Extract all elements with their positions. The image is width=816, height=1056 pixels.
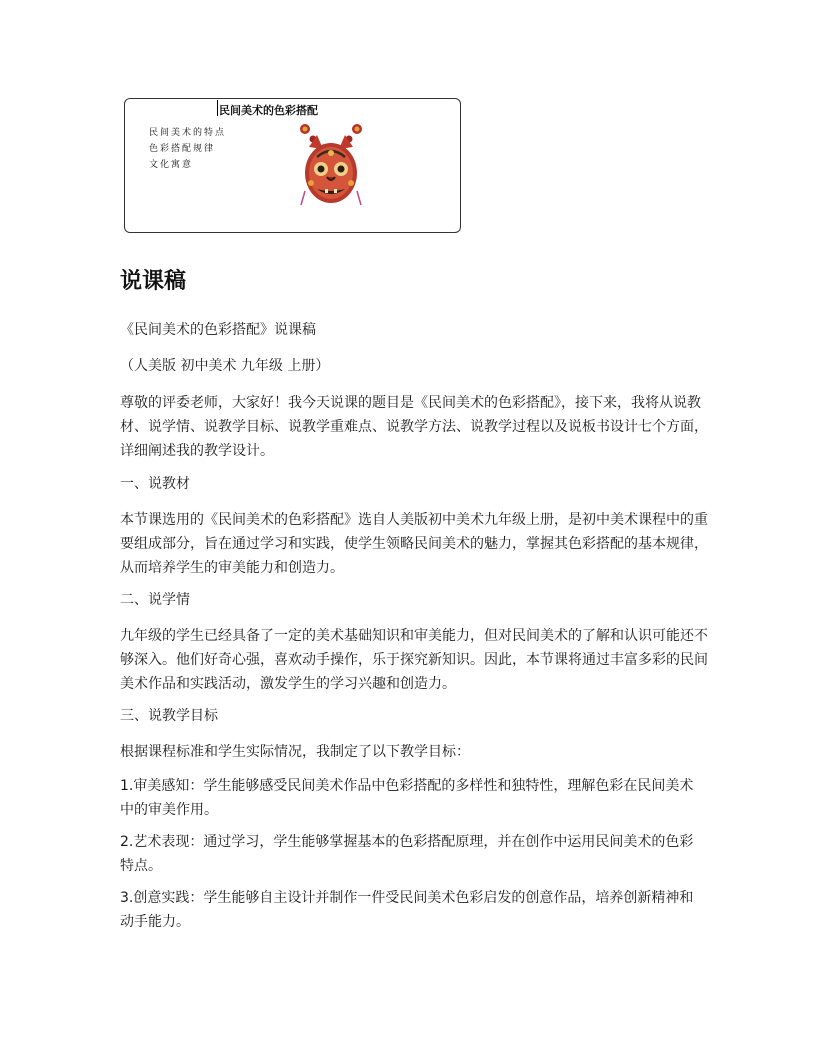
slide-item-1: 民间美术的特点 xyxy=(149,128,227,138)
objectives-intro: 根据课程标准和学生实际情况，我制定了以下教学目标： xyxy=(120,744,470,760)
folk-mask-image xyxy=(295,121,367,207)
textbook-paragraph: 本节课选用的《民间美术的色彩搭配》选自人美版初中美术九年级上册，是初中美术课程中的重要组成部分，旨在通过学习和实践，使学生领略民间美术的魅力，掌握其色彩搭配的基本规律，从而培养学生的审美能力和创造力。 xyxy=(120,512,708,576)
students-paragraph: 九年级的学生已经具备了一定的美术基础知识和审美能力，但对民间美术的了解和认识可能还不够深入。他们好奇心强，喜欢动手操作，乐于探究新知识。因此，本节课将通过丰富多彩的民间美术作品和实践活动，激发学生的学习兴趣和创造力。 xyxy=(120,628,708,692)
slide-title: 民间美术的色彩搭配 xyxy=(219,104,318,117)
document-title-line: 《民间美术的色彩搭配》说课稿 xyxy=(120,322,316,338)
text-cursor xyxy=(217,100,218,116)
section-heading-students: 二、说学情 xyxy=(120,592,190,608)
objective-item-2: 2.艺术表现：通过学习，学生能够掌握基本的色彩搭配原理，并在创作中运用民间美术的色彩特点。 xyxy=(120,834,694,874)
slide-item-2: 色彩搭配规律 xyxy=(149,144,216,154)
objective-item-3: 3.创意实践：学生能够自主设计并制作一件受民间美术色彩启发的创意作品，培养创新精神和动手能力。 xyxy=(120,890,694,930)
slide-bullet-list xyxy=(149,125,226,173)
section-heading-textbook: 一、说教材 xyxy=(120,476,190,492)
intro-paragraph: 尊敬的评委老师，大家好！我今天说课的题目是《民间美术的色彩搭配》，接下来，我将从说教材、说学情、说教学目标、说教学重难点、说教学方法、说教学过程以及说板书设计七个方面，详细阐述我的教学设计。 xyxy=(120,395,708,459)
edition-line: （人美版 初中美术 九年级 上册） xyxy=(120,358,330,374)
slide-item-3: 文化寓意 xyxy=(149,160,194,170)
objective-item-1: 1.审美感知：学生能够感受民间美术作品中色彩搭配的多样性和独特性，理解色彩在民间美术中的审美作用。 xyxy=(120,778,694,818)
slide-thumbnail xyxy=(124,98,461,233)
section-heading-objectives: 三、说教学目标 xyxy=(120,708,218,724)
page-title: 说课稿 xyxy=(120,269,187,294)
